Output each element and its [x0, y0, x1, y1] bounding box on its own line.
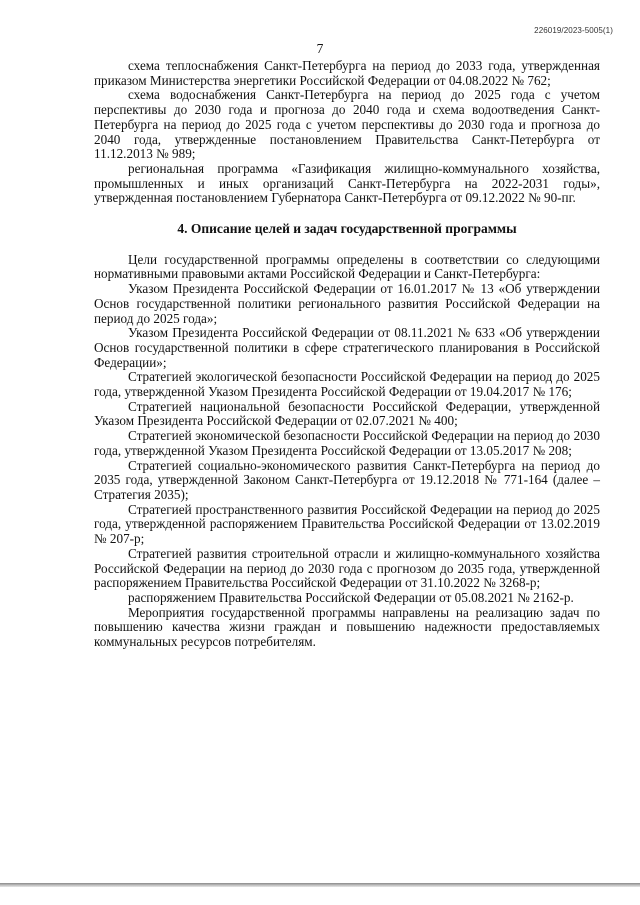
paragraph: схема водоснабжения Санкт-Петербурга на период до 2025 года с учетом перспективы до 2030 года и прогноза до 2040 года и схема водоотведения Санкт-Петербурга на период до 2025 года с учетом перспективы до 2030 года и прогноза до 2040 года, утвержденные постановлением Правительства Санкт-Петербурга от 11.12.2013 № 989; [94, 87, 600, 162]
paragraph: Стратегией национальной безопасности Российской Федерации, утвержденной Указом Президента Российской Федерации от 02.07.2021 № 400; [94, 398, 600, 429]
section-heading: 4. Описание целей и задач государственной программы [177, 221, 517, 237]
paragraph: Мероприятия государственной программы направлены на реализацию задач по повышению качества жизни граждан и повышению надежности предоставляемых коммунальных ресурсов потребителям. [94, 604, 600, 650]
scan-edge-divider [0, 883, 640, 887]
paragraph: Стратегией социально-экономического развития Санкт-Петербурга на период до 2035 года, утвержденной Законом Санкт-Петербурга от 19.12.2018 № 771-164 (далее – Стратегия 2035); [94, 457, 600, 502]
paragraph: Стратегией экономической безопасности Российской Федерации на период до 2030 года, утвержденной Указом Президента Российской Федерации от 13.05.2017 № 208; [94, 428, 600, 458]
document-id: 226019/2023-5005(1) [534, 26, 613, 35]
paragraph: Стратегией развития строительной отрасли и жилищно-коммунального хозяйства Российской Федерации на период до 2030 года с прогнозом до 2035 года, утвержденной распоряжением Правительства Российской Федерации от 31.10.2022 № 3268-р; [94, 545, 600, 591]
paragraph: Цели государственной программы определены в соответствии со следующими нормативными правовыми актами Российской Федерации и Санкт-Петербурга: [94, 251, 600, 282]
paragraph: региональная программа «Газификация жилищно-коммунального хозяйства, промышленных и иных организаций Санкт-Петербурга на 2022-2031 годы», утвержденная постановлением Губернатора Санкт-Петербурга от 09.12.2022 № 90-пг. [94, 160, 600, 206]
paragraph: распоряжением Правительства Российской Федерации от 05.08.2021 № 2162-р. [128, 589, 574, 605]
paragraph: Стратегией экологической безопасности Российской Федерации на период до 2025 года, утвержденной Указом Президента Российской Федерации от 19.04.2017 № 176; [94, 369, 600, 400]
paragraph: Указом Президента Российской Федерации от 16.01.2017 № 13 «Об утверждении Основ государственной политики регионального развития Российской Федерации на период до 2025 года»; [94, 281, 600, 326]
paragraph: Указом Президента Российской Федерации от 08.11.2021 № 633 «Об утверждении Основ государственной политики в сфере стратегического планирования в Российской Федерации»; [94, 325, 600, 370]
page-number: 7 [316, 41, 324, 56]
paragraph: схема теплоснабжения Санкт-Петербурга на период до 2033 года, утвержденная приказом Министерства энергетики Российской Федерации от 04.08.2022 № 762; [94, 58, 600, 88]
paragraph: Стратегией пространственного развития Российской Федерации на период до 2025 года, утвержденной распоряжением Правительства Российской Федерации от 13.02.2019 № 207-р; [94, 501, 600, 547]
document-body [94, 59, 600, 650]
